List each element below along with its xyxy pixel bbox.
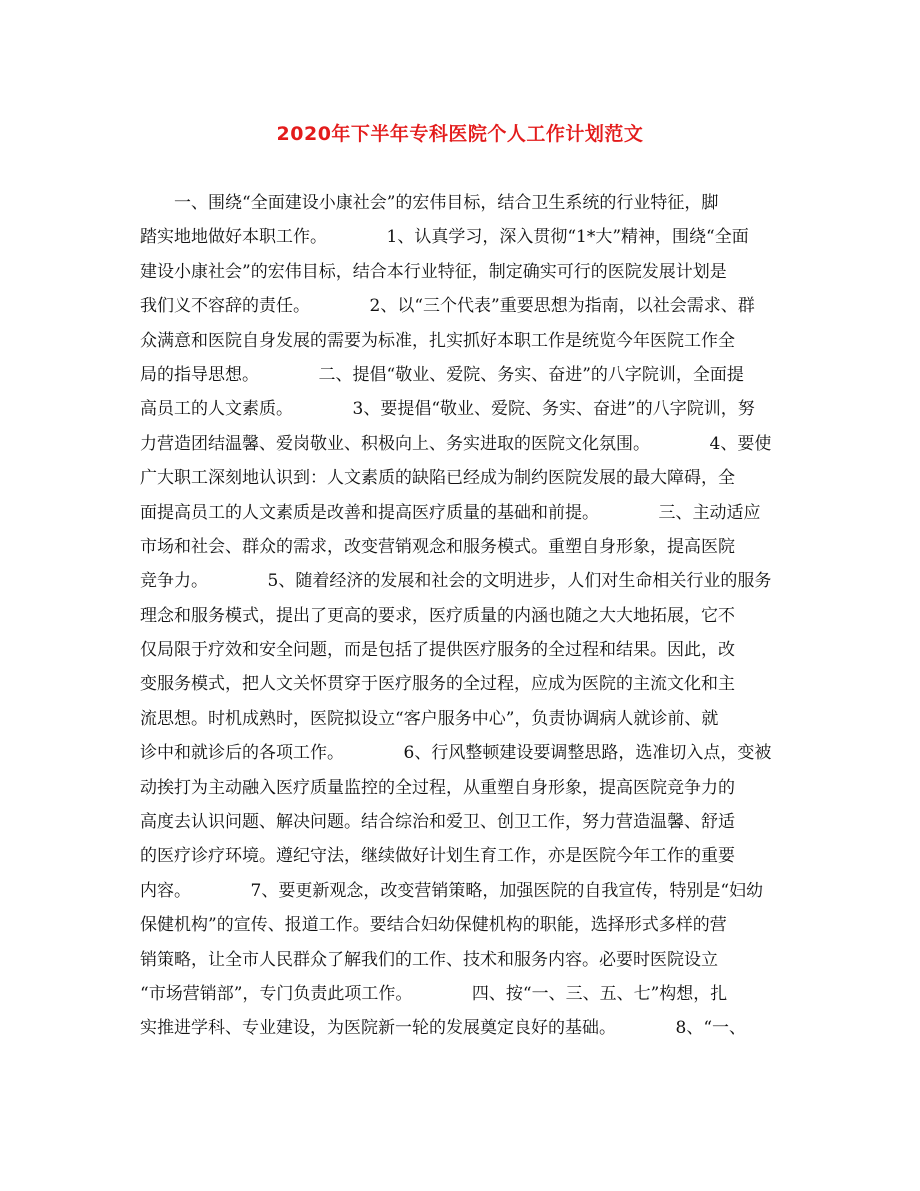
body-line: 销策略，让全市人民群众了解我们的工作、技术和服务内容。必要时医院设立 xyxy=(140,949,718,970)
body-line: 实推进学科、专业建设，为医院新一轮的发展奠定良好的基础。 8、“一、 xyxy=(140,1018,747,1039)
body-line: 一、围绕“全面建设小康社会”的宏伟目标，结合卫生系统的行业特征，脚 xyxy=(140,193,719,213)
body-line: 广大职工深刻地认识到：人文素质的缺陷已经成为制约医院发展的最大障碍，全 xyxy=(140,468,735,489)
body-line: 内容。 7、要更新观念，改变营销策略，加强医院的自我宣传，特别是“妇幼 xyxy=(140,880,764,901)
body-line: 的医疗诊疗环境。遵纪守法，继续做好计划生育工作，亦是医院今年工作的重要 xyxy=(140,846,735,867)
document-body xyxy=(140,186,780,1046)
body-line: 竞争力。 5、随着经济的发展和社会的文明进步，人们对生命相关行业的服务 xyxy=(140,571,772,592)
body-line: 保健机构”的宣传、报道工作。要结合妇幼保健机构的职能，选择形式多样的营 xyxy=(140,915,727,936)
body-line: 变服务模式，把人文关怀贯穿于医疗服务的全过程，应成为医院的主流文化和主 xyxy=(140,674,735,695)
body-line: 面提高员工的人文素质是改善和提高医疗质量的基础和前提。 三、主动适应 xyxy=(140,502,761,523)
body-line: 我们义不容辞的责任。 2、以“三个代表”重要思想为指南，以社会需求、群 xyxy=(140,296,755,317)
body-line: 局的指导思想。 二、提倡“敬业、爱院、务实、奋进”的八字院训，全面提 xyxy=(140,364,744,385)
body-line: 诊中和就诊后的各项工作。 6、行风整顿建设要调整思路，选准切入点，变被 xyxy=(140,743,772,764)
body-line: 流思想。时机成熟时，医院拟设立“客户服务中心”，负责协调病人就诊前、就 xyxy=(140,708,719,729)
body-line: 高员工的人文素质。 3、要提倡“敬业、爱院、务实、奋进”的八字院训，努 xyxy=(140,399,755,420)
body-line: 力营造团结温馨、爱岗敬业、积极向上、务实进取的医院文化氛围。 4、要使 xyxy=(140,433,772,454)
body-line: “市场营销部”，专门负责此项工作。 四、按“一、三、五、七”构想，扎 xyxy=(140,983,728,1004)
document-title: 2020年下半年专科医院个人工作计划范文 xyxy=(276,123,644,145)
body-line: 理念和服务模式，提出了更高的要求，医疗质量的内涵也随之大大地拓展，它不 xyxy=(140,605,735,626)
body-line: 动挨打为主动融入医疗质量监控的全过程，从重塑自身形象，提高医院竞争力的 xyxy=(140,777,735,798)
body-line: 高度去认识问题、解决问题。结合综治和爱卫、创卫工作，努力营造温馨、舒适 xyxy=(140,812,735,833)
body-line: 踏实地地做好本职工作。 1、认真学习，深入贯彻“1*大”精神，围绕“全面 xyxy=(140,227,749,248)
body-line: 众满意和医院自身发展的需要为标准，扎实抓好本职工作是统览今年医院工作全 xyxy=(140,330,735,351)
body-line: 仅局限于疗效和安全问题，而是包括了提供医疗服务的全过程和结果。因此，改 xyxy=(140,640,735,661)
body-line: 市场和社会、群众的需求，改变营销观念和服务模式。重塑自身形象，提高医院 xyxy=(140,536,735,557)
body-line: 建设小康社会”的宏伟目标，结合本行业特征，制定确实可行的医院发展计划是 xyxy=(140,261,727,282)
